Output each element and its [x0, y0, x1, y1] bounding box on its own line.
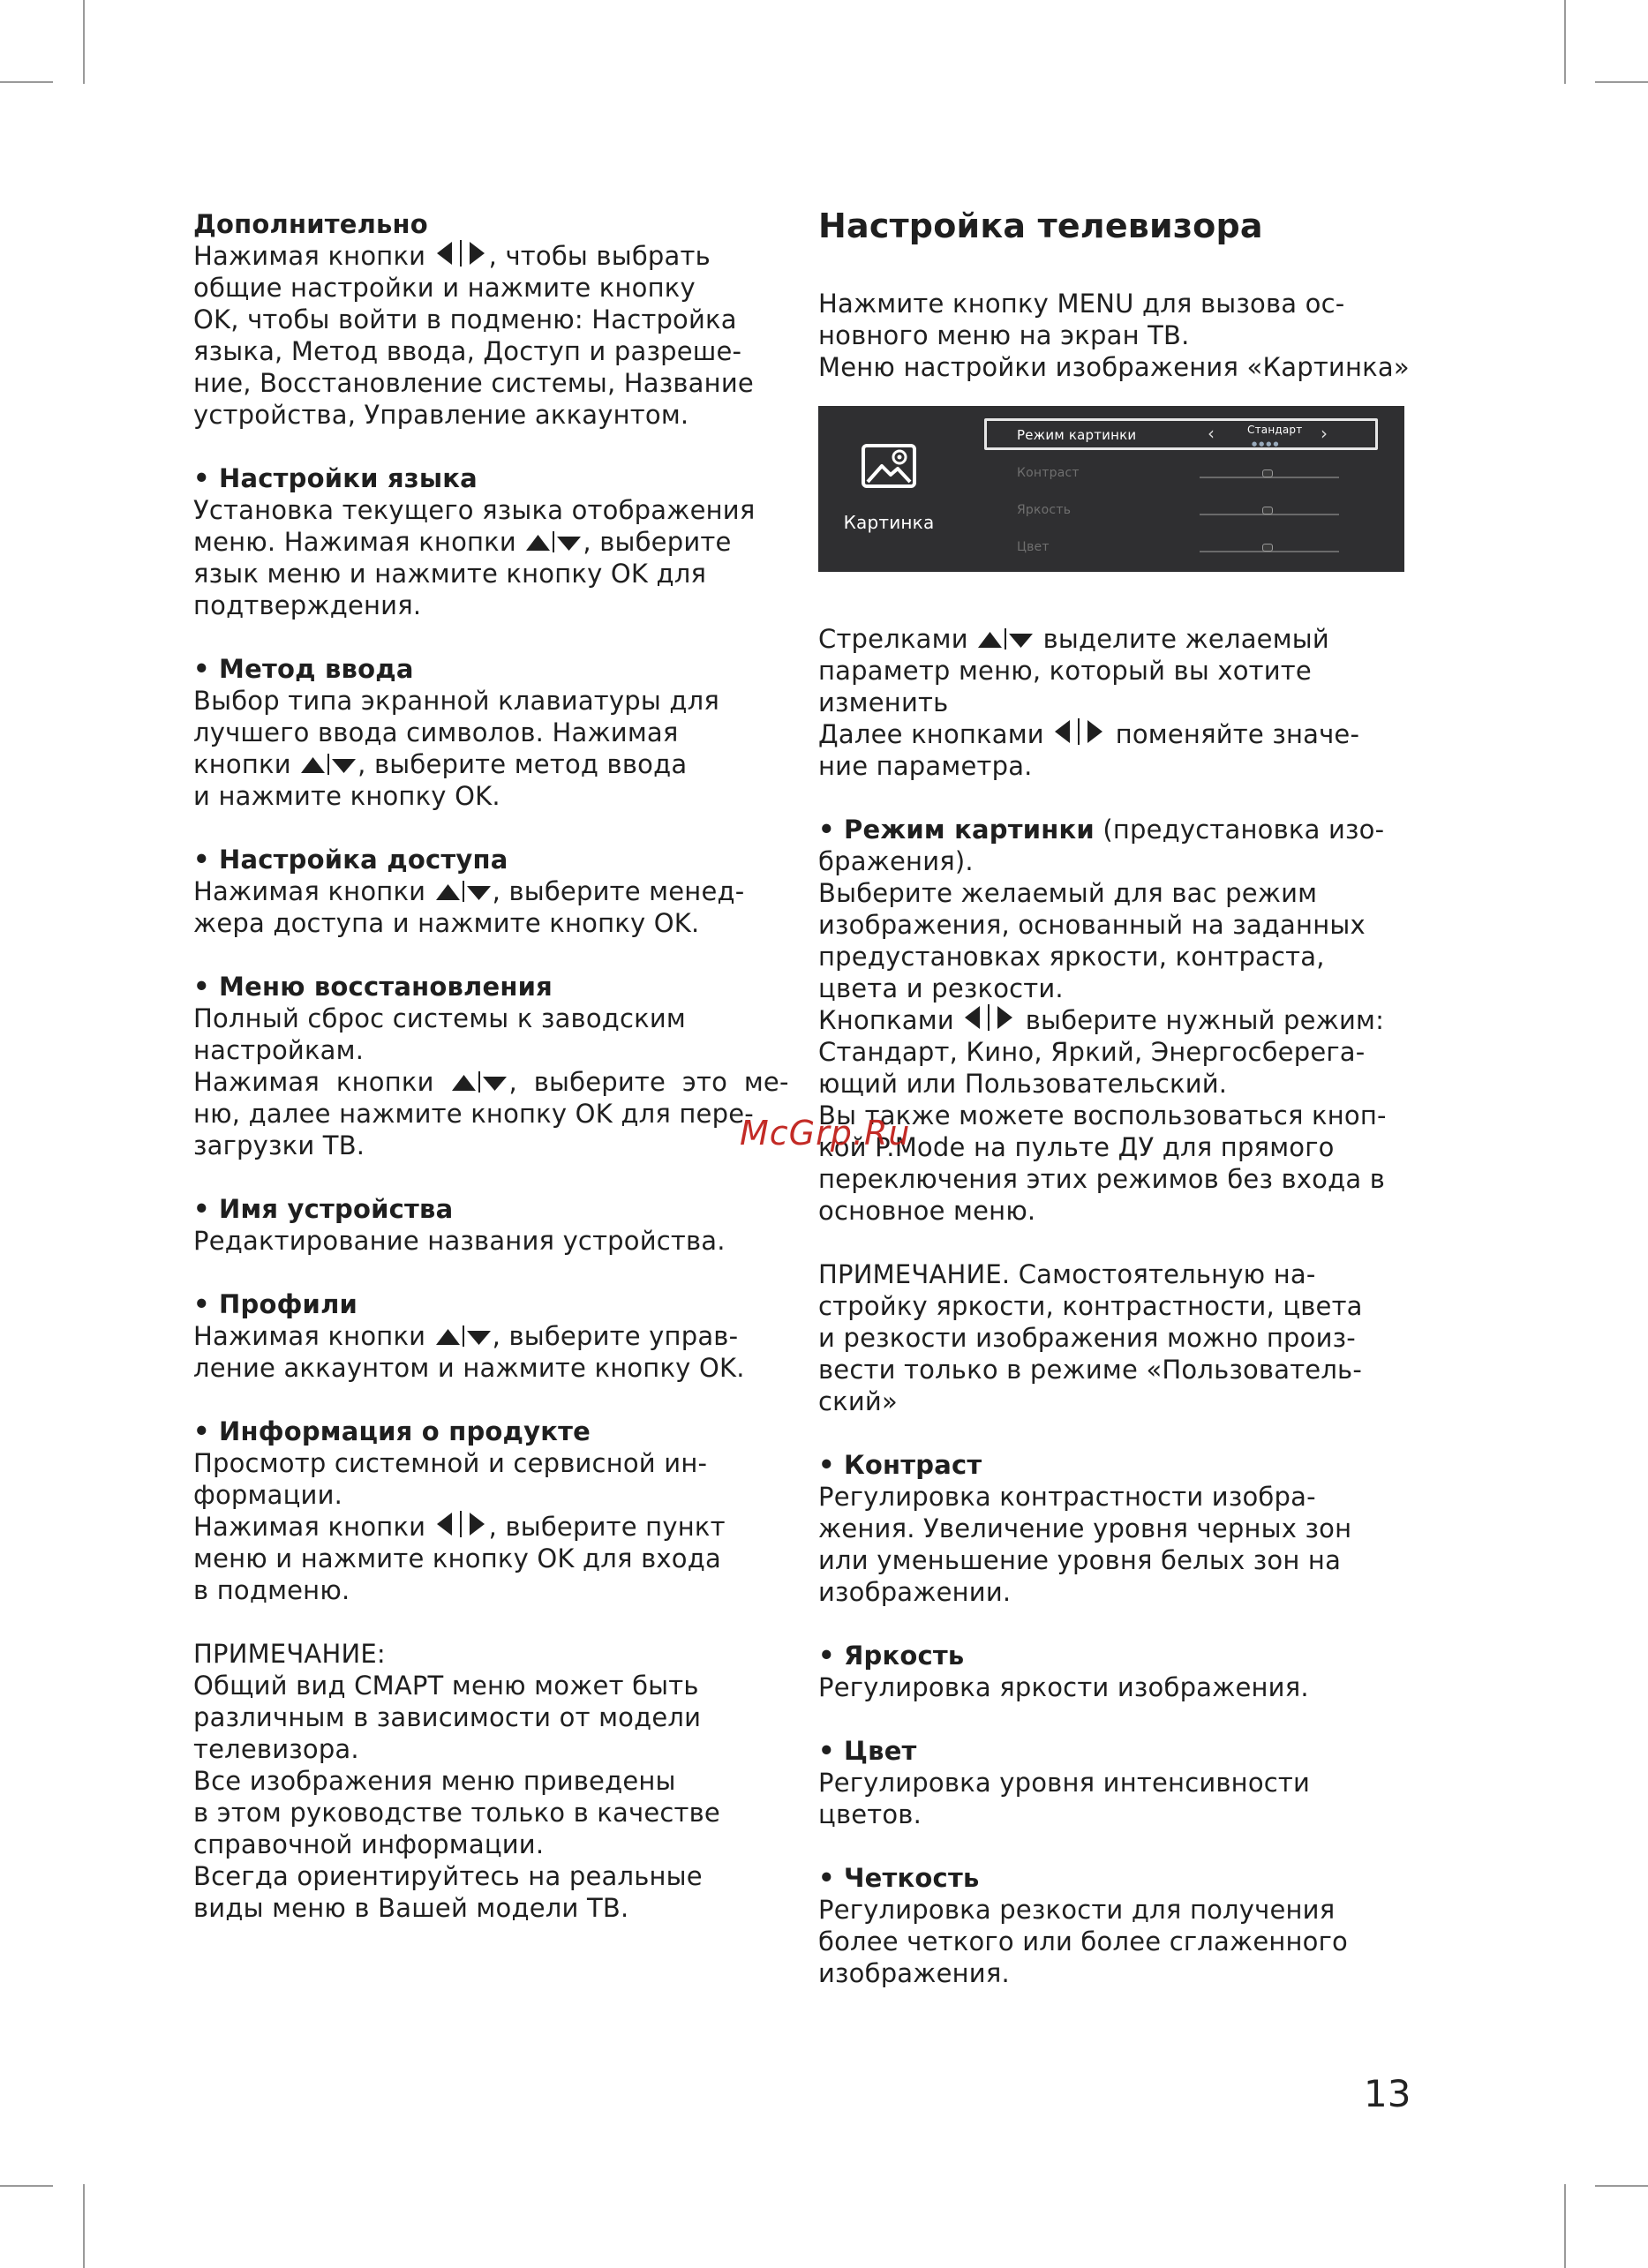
section-intro: Нажмите кнопку MENU для вызова ос- новного меню на экран ТВ. Меню настройки изображения «Картинка» [818, 289, 1410, 382]
up-down-arrows-icon [976, 628, 1035, 650]
section-heading: Дополнительно [193, 209, 428, 239]
section-device-name: • Имя устройства Редактирование названия устройства. [193, 1193, 794, 1257]
contrast-slider-handle[interactable] [1262, 469, 1273, 477]
color-slider-handle[interactable] [1262, 544, 1273, 552]
crop-mark [1564, 0, 1566, 84]
section-profiles: • Профили Нажимая кнопки , выберите управ- ление аккаунтом и нажмите кнопку OK. [193, 1288, 794, 1384]
menu-row-color[interactable]: Цвет [1017, 540, 1050, 554]
section-input-method: • Метод ввода Выбор типа экранной клавиатуры для лучшего ввода символов. Нажимая кнопки , выберите метод ввода и нажмите кнопку OK. [193, 653, 794, 812]
section-mode-note: ПРИМЕЧАНИЕ. Самостоятельную на- стройку яркости, контрастности, цвета и резкости изображения можно произ- вести только в режиме «Пользователь- ский» [818, 1259, 1363, 1416]
crop-mark [0, 81, 53, 83]
crop-mark [0, 2185, 53, 2187]
crop-mark [1595, 81, 1648, 83]
section-heading: • Контраст [818, 1450, 982, 1480]
page-number: 13 [1364, 2072, 1411, 2115]
section-contrast: • Контраст Регулировка контрастности изобра- жения. Увеличение уровня черных зон или уменьшение уровня белых зон на изображении. [818, 1449, 1411, 1608]
picture-icon [861, 443, 917, 498]
section-arrows: Стрелками выделите желаемый параметр меню, который вы хотите изменить Далее кнопками поменяйте значе- ние параметра. [818, 624, 1360, 781]
section-heading: • Настройка доступа [193, 845, 508, 875]
up-down-arrows-icon [299, 754, 357, 775]
crop-mark [83, 0, 85, 84]
up-down-arrows-icon [450, 1071, 508, 1093]
section-product-info: • Информация о продукте Просмотр системной и сервисной ин- формации. Нажимая кнопки , выберите пункт меню и нажмите кнопку OK для входа в подменю. [193, 1416, 794, 1606]
crop-mark [1564, 2184, 1566, 2268]
section-heading: • Метод ввода [193, 654, 414, 684]
section-heading: • Яркость [818, 1641, 965, 1671]
up-down-arrows-icon [434, 1326, 493, 1347]
section-heading: • Информация о продукте [193, 1416, 591, 1446]
left-right-arrows-icon [434, 240, 489, 267]
brightness-slider-handle[interactable] [1262, 507, 1273, 514]
crop-mark [83, 2184, 85, 2268]
section-heading: • Настройки языка [193, 463, 478, 493]
chevron-right-icon[interactable]: › [1321, 423, 1328, 444]
section-language: • Настройки языка Установка текущего языка отображения меню. Нажимая кнопки , выберите язык меню и нажмите кнопку OK для подтверждения. [193, 462, 794, 621]
section-color: • Цвет Регулировка уровня интенсивности цветов. [818, 1735, 1411, 1830]
picture-mode-value: Стандарт [1247, 424, 1303, 436]
section-note: ПРИМЕЧАНИЕ: Общий вид СМАРТ меню может быть различным в зависимости от модели телевизора. Все изображения меню приведены в этом руководстве только в качестве справочной информации. Всегда ориентируйтесь на реальные виды меню в Вашей модели ТВ. [193, 1639, 720, 1923]
left-right-arrows-icon [1052, 718, 1107, 745]
section-heading: • Цвет [818, 1736, 917, 1766]
section-restore: • Меню восстановления Полный сброс системы к заводским настройкам. Нажимая кнопки , выберите это ме- ню, далее нажмите кнопку OK для пере- загрузки ТВ. [193, 971, 794, 1161]
section-additional: Дополнительно Нажимая кнопки , чтобы выбрать общие настройки и нажмите кнопку OK, чтобы войти в подменю: Настройка языка, Метод ввода, Доступ и разреше- ние, Восстановление системы, Название устройства, Управление аккаунтом. [193, 208, 794, 431]
section-access: • Настройка доступа Нажимая кнопки , выберите менед- жера доступа и нажмите кнопку OK. [193, 844, 794, 939]
section-heading: • Четкость [818, 1863, 980, 1893]
section-picture-mode: • Режим картинки (предустановка изо- бражения). Выберите желаемый для вас режим изображения, основанный на заданных предустановках яркости, контраста, цвета и резкости. Кнопками выберите нужный режим: Стандарт, Кино, Яркий, Энергосберега- ющий или Пользовательский. Вы также можете воспользоваться кноп- кой P.Mode на пульте ДУ для прямого переключения этих режимов без входа в основное меню. [818, 815, 1387, 1226]
crop-mark [1595, 2185, 1648, 2187]
section-heading: • Меню восстановления [193, 972, 553, 1002]
watermark: McGrp.Ru [740, 1114, 911, 1153]
left-right-arrows-icon [962, 1004, 1017, 1031]
section-brightness: • Яркость Регулировка яркости изображения. [818, 1640, 1411, 1703]
menu-row-contrast[interactable]: Контраст [1017, 466, 1080, 480]
picture-mode-label: Режим картинки [1017, 427, 1137, 443]
picture-mode-row[interactable] [984, 418, 1378, 450]
menu-row-brightness[interactable]: Яркость [1017, 503, 1072, 517]
section-heading: • Профили [193, 1289, 358, 1319]
section-heading: • Режим картинки [818, 815, 1095, 845]
up-down-arrows-icon [434, 881, 493, 902]
menu-category-label: Картинка [843, 512, 935, 533]
section-heading: • Имя устройства [193, 1194, 454, 1224]
section-sharpness: • Четкость Регулировка резкости для получения более четкого или более сглаженного изображения. [818, 1862, 1411, 1989]
chevron-left-icon[interactable]: ‹ [1208, 423, 1215, 444]
page-dots-icon: ●●●● [1252, 440, 1281, 447]
page-title: Настройка телевизора [818, 207, 1263, 245]
left-column [193, 208, 794, 1956]
up-down-arrows-icon [524, 531, 583, 552]
tv-menu-screenshot [818, 406, 1404, 572]
left-right-arrows-icon [434, 1511, 489, 1537]
